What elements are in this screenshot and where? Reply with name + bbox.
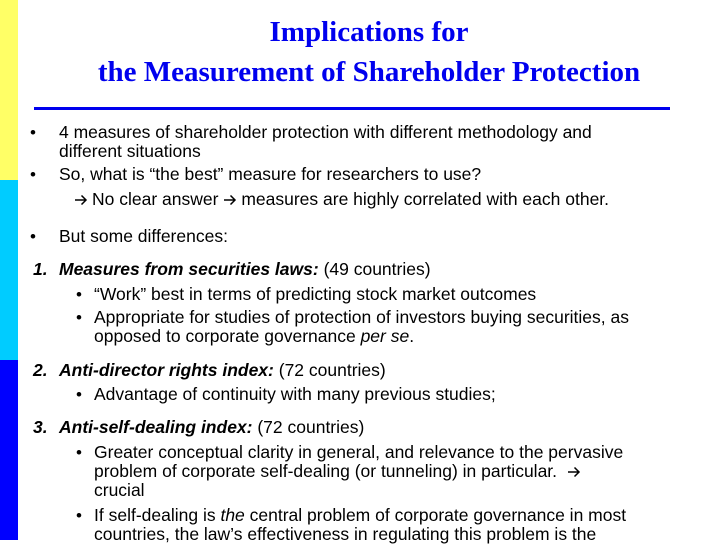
decor-stripe-yellow: [0, 0, 18, 180]
item-1-sub-2-line2: [94, 327, 414, 346]
item-1-heading-note: (49 countries): [318, 259, 431, 279]
title-underline: [34, 107, 670, 110]
item-3-sub-2-line2: countries, the law’s effectiveness in regulating this problem is the: [94, 524, 597, 544]
bullet-icon: •: [30, 123, 36, 142]
bullet-icon: •: [76, 285, 82, 304]
item-1-sub-2-line1: Appropriate for studies of protection of investors buying securities, as: [94, 307, 629, 327]
item-3-sub-1-line1: Greater conceptual clarity in general, and relevance to the pervasive: [94, 442, 624, 462]
item-1-sub-1: “Work” best in terms of predicting stock market outcomes: [94, 284, 537, 304]
item-2-heading-label: Anti-director rights index:: [59, 360, 274, 380]
slide-title-line1: Implications for: [269, 16, 469, 48]
bullet-icon: •: [76, 443, 82, 462]
item-3-sub-1-line3: crucial: [94, 480, 145, 500]
decor-stripe-cyan: [0, 180, 18, 360]
item-3-sub-2-line1-em: the: [220, 505, 245, 525]
bullet-icon: •: [76, 308, 82, 327]
item-3-sub-2-line1: [94, 506, 626, 525]
decor-stripe-blue: [0, 360, 18, 540]
bullet-3-text: But some differences:: [59, 226, 228, 246]
bullet-2-answer-b: measures are highly correlated with each other.: [241, 189, 610, 209]
item-3-heading: [59, 418, 364, 437]
item-1-heading: [59, 260, 431, 279]
bullet-2-answer-a: No clear answer: [92, 189, 219, 209]
item-2-heading: [59, 361, 386, 380]
bullet-1-text-line1: 4 measures of shareholder protection with different methodology and: [59, 122, 592, 142]
item-3-sub-1-line2: [94, 462, 585, 481]
item-1-sub-2-line2-em: per se: [360, 326, 410, 346]
slide-title-line2: the Measurement of Shareholder Protection: [97, 56, 641, 88]
bullet-1-text-line2: different situations: [59, 141, 201, 161]
item-2-number: 2.: [33, 360, 48, 380]
item-1-sub-2-line2-a: opposed to corporate governance: [94, 326, 361, 346]
item-2-sub-1: Advantage of continuity with many previous studies;: [94, 384, 496, 404]
bullet-icon: •: [76, 506, 82, 525]
item-3-number: 3.: [33, 417, 48, 437]
item-2-heading-note: (72 countries): [273, 360, 386, 380]
bullet-2-text-line2: [74, 190, 609, 209]
bullet-icon: •: [30, 227, 36, 246]
item-3-heading-label: Anti-self-dealing index:: [59, 417, 253, 437]
arrow-right-icon: [74, 194, 88, 206]
item-3-sub-2-line1-b: central problem of corporate governance in most: [244, 505, 627, 525]
item-3-sub-2-line1-a: If self-dealing is: [94, 505, 221, 525]
arrow-right-icon: [567, 466, 581, 478]
item-3-heading-note: (72 countries): [252, 417, 365, 437]
bullet-icon: •: [30, 165, 36, 184]
item-1-number: 1.: [33, 259, 48, 279]
item-1-heading-label: Measures from securities laws:: [59, 259, 319, 279]
arrow-right-icon: [223, 194, 237, 206]
item-3-sub-1-line2-text: problem of corporate self-dealing (or tunneling) in particular.: [94, 461, 558, 481]
item-1-sub-2-line2-b: .: [409, 326, 415, 346]
bullet-2-text-line1: So, what is “the best” measure for researchers to use?: [59, 164, 482, 184]
bullet-icon: •: [76, 385, 82, 404]
